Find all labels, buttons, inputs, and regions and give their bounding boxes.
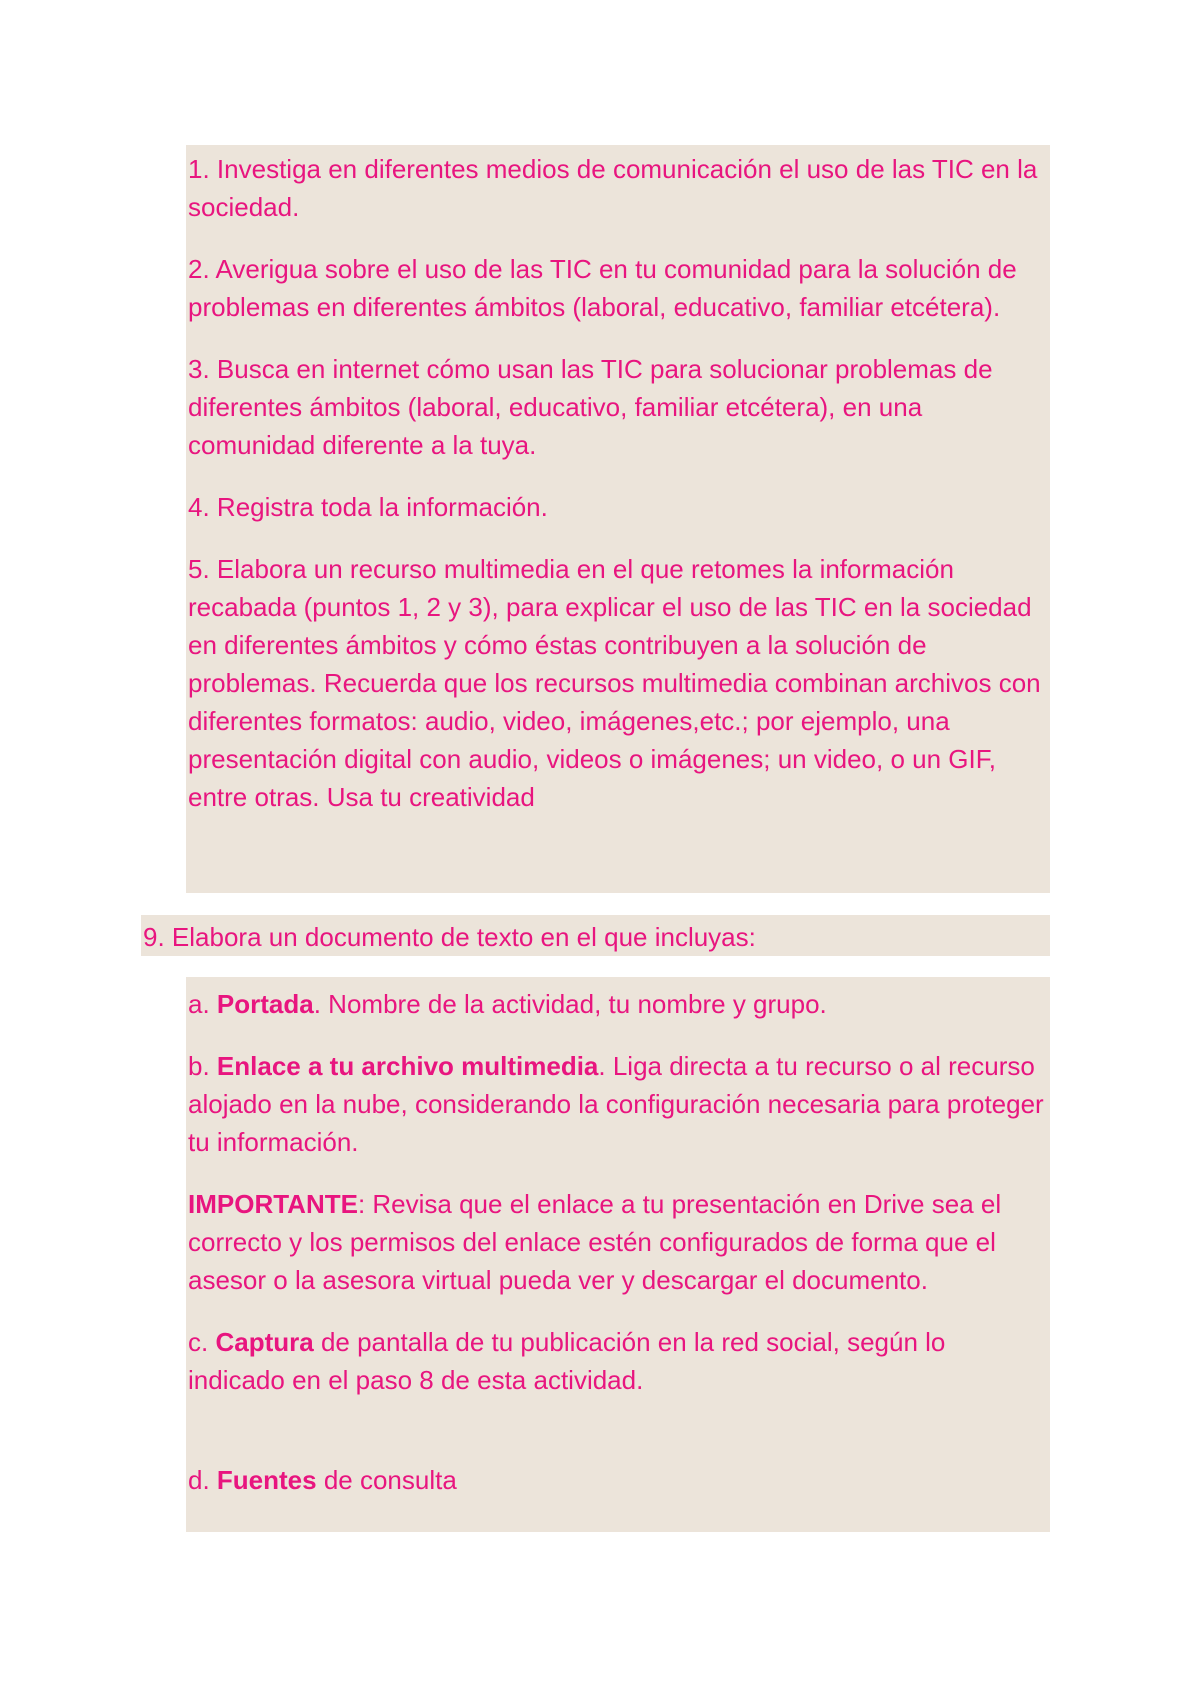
step-5 — [188, 550, 1046, 816]
item-title: Fuentes — [216, 1465, 317, 1495]
item-letter: c. — [188, 1327, 209, 1357]
step-3 — [188, 350, 1046, 464]
step-9 — [143, 918, 1046, 956]
item-letter: a. — [188, 989, 210, 1019]
item-text: de consulta — [316, 1465, 457, 1495]
step-number: 2. — [188, 254, 210, 284]
step-9-block — [141, 915, 1050, 956]
steps-block — [186, 145, 1050, 893]
item-title: Captura — [215, 1327, 314, 1357]
step-4 — [188, 488, 1046, 526]
step-number: 4. — [188, 492, 210, 522]
step-text: Averigua sobre el uso de las TIC en tu comunidad para la solución de problemas en diferentes ámbitos (laboral, educativo, familiar etcétera). — [188, 254, 1017, 322]
item-title: Enlace a tu archivo multimedia — [216, 1051, 599, 1081]
important-text: : Revisa que el enlace a tu presentación en Drive sea el correcto y los permisos del enlace estén configurados de forma que el asesor o la asesora virtual pueda ver y descargar el documento. — [188, 1189, 1002, 1295]
step-text: Investiga en diferentes medios de comunicación el uso de las TIC en la sociedad. — [188, 154, 1038, 222]
step-1 — [188, 150, 1046, 226]
step-text: Elabora un documento de texto en el que incluyas: — [171, 922, 756, 952]
item-letter: b. — [188, 1051, 210, 1081]
item-letter: d. — [188, 1465, 210, 1495]
step-text: Registra toda la información. — [216, 492, 548, 522]
important-note — [188, 1185, 1046, 1299]
document-items-block — [186, 977, 1050, 1532]
step-number: 5. — [188, 554, 210, 584]
item-text: . Liga directa a tu recurso o al recurso alojado en la nube, considerando la configuración necesaria para proteger tu información. — [188, 1051, 1044, 1157]
item-b — [188, 1047, 1046, 1161]
step-number: 3. — [188, 354, 210, 384]
step-number: 9. — [143, 922, 165, 952]
item-a — [188, 985, 1046, 1023]
step-text: Busca en internet cómo usan las TIC para solucionar problemas de diferentes ámbitos (laboral, educativo, familiar etcétera), en una comunidad diferente a la tuya. — [188, 354, 993, 460]
important-label: IMPORTANTE — [188, 1189, 358, 1219]
item-title: Portada — [216, 989, 314, 1019]
item-d — [188, 1461, 1046, 1499]
item-text: . Nombre de la actividad, tu nombre y grupo. — [313, 989, 827, 1019]
item-text: de pantalla de tu publicación en la red social, según lo indicado en el paso 8 de esta actividad. — [188, 1327, 946, 1395]
step-2 — [188, 250, 1046, 326]
step-text: Elabora un recurso multimedia en el que retomes la información recabada (puntos 1, 2 y 3), para explicar el uso de las TIC en la sociedad en diferentes ámbitos y cómo éstas contribuyen a la solución de problemas. Recuerda que los recursos multimedia combinan archivos con diferentes formatos: audio, video, imágenes,etc.; por ejemplo, una presentación digital con audio, videos o imágenes; un video, o un GIF, entre otras. Usa tu creatividad — [188, 554, 1041, 812]
step-number: 1. — [188, 154, 210, 184]
item-c — [188, 1323, 1046, 1399]
